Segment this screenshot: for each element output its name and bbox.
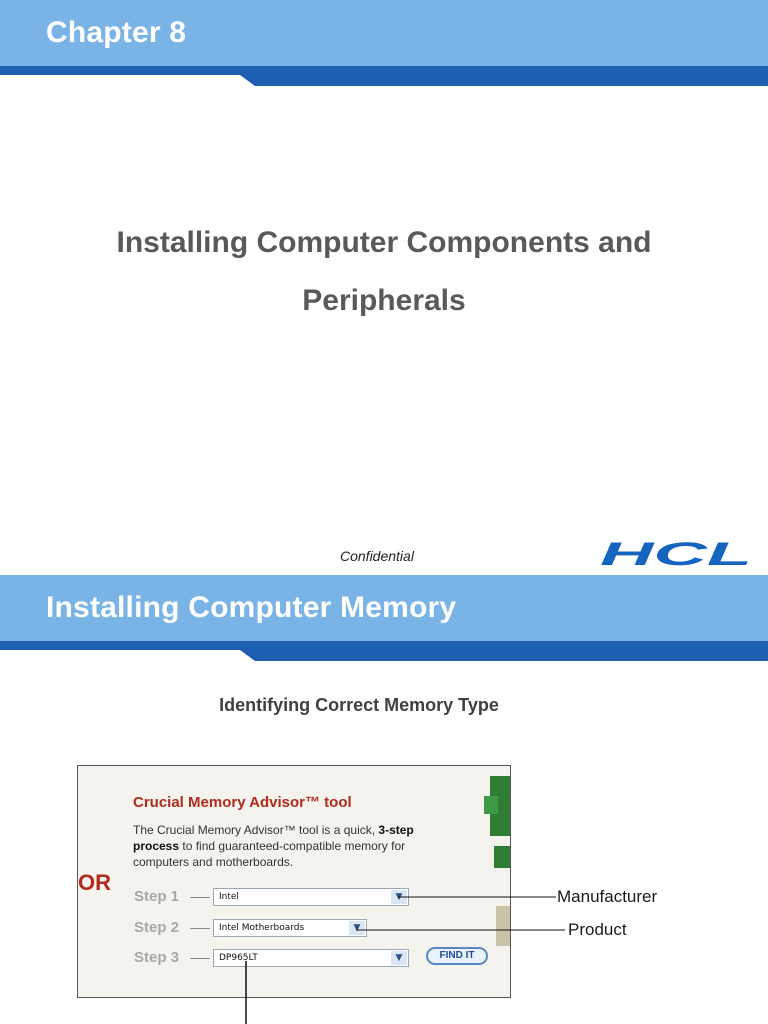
slide-title-line-1: Installing Computer Components and [116,226,652,259]
chevron-down-icon[interactable]: ▼ [349,921,365,935]
tool-description [133,822,453,870]
model-select[interactable] [213,949,409,967]
manufacturer-select[interactable] [213,888,409,906]
slide-title-line-2: Peripherals [302,284,466,317]
chevron-down-icon[interactable]: ▼ [391,951,407,965]
header-stripe [0,641,768,661]
desc-part-1: The Crucial Memory Advisor™ tool is a quick, [133,823,379,837]
step-3-dash [190,958,210,959]
header-stripe [0,66,768,86]
step-3-label: Step 3 [134,949,180,966]
header-title: Chapter 8 [46,16,187,49]
step-2-label: Step 2 [134,919,180,936]
hcl-logo [598,538,756,570]
header-band [0,575,768,641]
desc-bold-2: process [133,839,180,853]
confidential-label: Confidential [340,548,414,564]
side-text: OR [78,870,111,895]
header-band [0,0,768,66]
step-1-label: Step 1 [134,888,180,905]
desc-part-2: to find guaranteed-compatible memory for computers and motherboards. [133,839,406,869]
memory-advisor-screenshot [77,765,511,998]
step-2-dash [190,928,210,929]
desc-bold-1: 3-step [378,823,414,837]
product-select-value: Intel Motherboards [219,923,305,933]
step-1-dash [190,897,210,898]
tool-title: Crucial Memory Advisor™ tool [133,794,352,811]
slide-title [34,214,734,330]
slide-memory [0,575,768,1024]
logo-text: HCL [600,538,752,570]
product-select[interactable] [213,919,367,937]
callout-manufacturer: Manufacturer [557,887,658,906]
find-it-button[interactable]: FIND IT [426,947,488,965]
circuit-board-image [482,766,510,997]
callout-product: Product [568,920,627,939]
manufacturer-select-value: Intel [219,892,239,902]
slide-subtitle: Identifying Correct Memory Type [219,695,499,715]
header-title: Installing Computer Memory [46,591,457,624]
chevron-down-icon[interactable]: ▼ [391,890,407,904]
model-select-value: DP965LT [219,953,258,963]
